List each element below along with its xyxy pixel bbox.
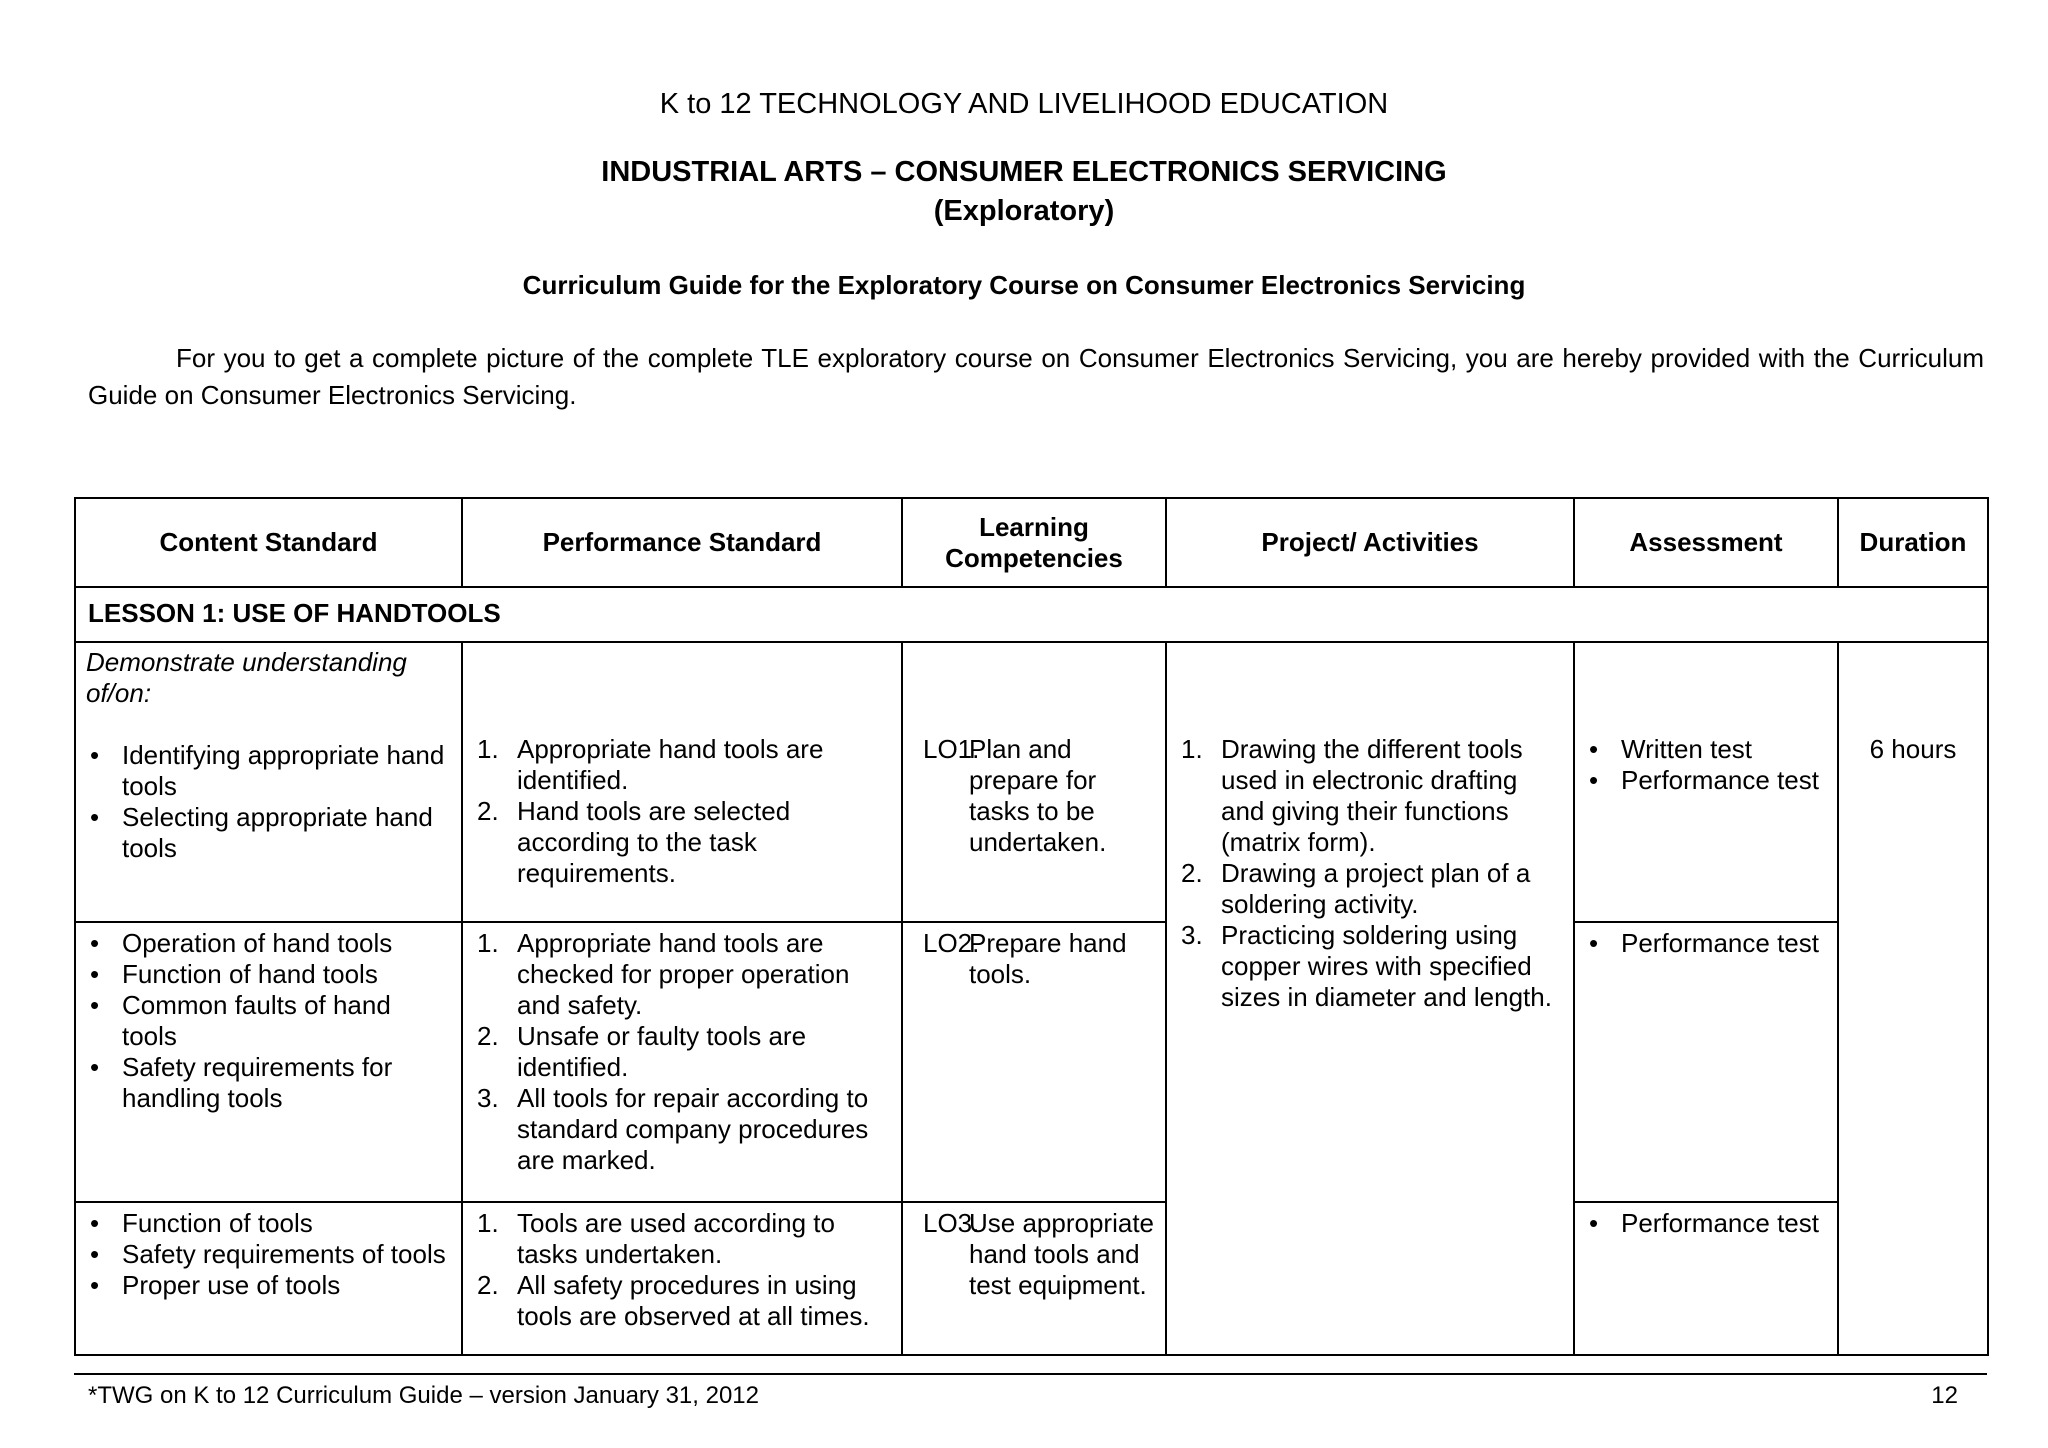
list-item <box>1177 734 1563 858</box>
assessment-cell <box>1574 1202 1838 1355</box>
intro-paragraph: For you to get a complete picture of the complete TLE exploratory course on Consumer Electronics Servicing, you are hereby provided with the Curriculum Guide on Consumer Electronics Servicing. <box>88 343 1984 410</box>
list-item: • Function of tools <box>86 1208 451 1239</box>
header-duration: Duration <box>1838 498 1988 587</box>
item-text: All tools for repair according to standard company procedures are marked. <box>517 1083 869 1175</box>
performance-list <box>473 734 891 889</box>
table-header-row <box>75 498 1988 587</box>
list-item: • Written test <box>1585 734 1827 765</box>
learning-outcome <box>913 734 1155 858</box>
footer-note: *TWG on K to 12 Curriculum Guide – version January 31, 2012 <box>88 1382 759 1409</box>
content-standard-cell <box>75 642 462 922</box>
learning-outcome <box>913 928 1155 990</box>
item-text: Hand tools are selected according to the task requirements. <box>517 796 791 888</box>
item-text: Practicing soldering using copper wires with specified sizes in diameter and length. <box>1221 920 1552 1012</box>
list-item <box>473 928 891 1021</box>
item-number: 1. <box>477 1208 499 1238</box>
item-text: Drawing a project plan of a soldering activity. <box>1221 858 1531 919</box>
lo-text: Prepare hand tools. <box>969 928 1127 989</box>
list-item <box>473 734 891 796</box>
lesson-title: LESSON 1: USE OF HANDTOOLS <box>75 587 1988 642</box>
content-list <box>86 740 451 864</box>
document-title: K to 12 TECHNOLOGY AND LIVELIHOOD EDUCATION <box>659 88 1389 120</box>
item-text: Drawing the different tools used in electronic drafting and giving their functions (matrix form). <box>1221 734 1523 857</box>
list-item: • Common faults of hand tools <box>86 990 451 1052</box>
header-learning-competencies <box>902 498 1166 587</box>
learning-competency-cell <box>902 1202 1166 1355</box>
item-number: 1. <box>477 734 499 764</box>
header-content-standard: Content Standard <box>75 498 462 587</box>
list-item: • Function of hand tools <box>86 959 451 990</box>
performance-standard-cell <box>462 642 902 922</box>
assessment-cell <box>1574 642 1838 922</box>
content-intro: Demonstrate understanding of/on: <box>86 647 407 708</box>
list-item: • Proper use of tools <box>86 1270 451 1301</box>
list-item <box>473 1083 891 1176</box>
table-row <box>75 642 1988 922</box>
list-item: • Selecting appropriate hand tools <box>86 802 451 864</box>
content-list <box>86 928 451 1114</box>
header-performance-standard: Performance Standard <box>462 498 902 587</box>
learning-outcome <box>913 1208 1155 1301</box>
item-text: Tools are used according to tasks undertaken. <box>517 1208 835 1269</box>
content-list <box>86 1208 451 1301</box>
item-number: 3. <box>1181 920 1203 950</box>
list-item <box>473 1021 891 1083</box>
lo-text: Use appropriate hand tools and test equipment. <box>969 1208 1154 1300</box>
performance-list <box>473 928 891 1176</box>
content-standard-cell <box>75 922 462 1202</box>
content-standard-cell <box>75 1202 462 1355</box>
course-title-line1: INDUSTRIAL ARTS – CONSUMER ELECTRONICS SERVICING <box>601 156 1447 188</box>
lesson-row <box>75 587 1988 642</box>
assessment-cell <box>1574 922 1838 1202</box>
header-lc-line2: Competencies <box>945 542 1123 573</box>
item-text: All safety procedures in using tools are observed at all times. <box>517 1270 870 1331</box>
item-number: 2. <box>477 1021 499 1051</box>
performance-standard-cell <box>462 922 902 1202</box>
footer-divider <box>74 1373 1987 1375</box>
table-row <box>75 1202 1988 1355</box>
list-item: • Operation of hand tools <box>86 928 451 959</box>
assessment-list <box>1585 734 1827 796</box>
lo-code: LO1. <box>923 734 980 764</box>
guide-title: Curriculum Guide for the Exploratory Course on Consumer Electronics Servicing <box>522 270 1526 300</box>
list-item <box>473 1270 891 1332</box>
activities-list <box>1177 734 1563 1013</box>
performance-standard-cell <box>462 1202 902 1355</box>
item-text: Appropriate hand tools are checked for proper operation and safety. <box>517 928 850 1020</box>
lo-text: Plan and prepare for tasks to be undertaken. <box>969 734 1107 857</box>
project-activities-cell <box>1166 642 1574 1355</box>
curriculum-table <box>74 497 1989 1356</box>
list-item <box>1177 920 1563 1013</box>
item-number: 2. <box>477 1270 499 1300</box>
table-row <box>75 922 1988 1202</box>
duration-cell: 6 hours <box>1838 642 1988 1355</box>
header-lc-line1: Learning <box>979 511 1089 542</box>
header-project-activities: Project/ Activities <box>1166 498 1574 587</box>
list-item <box>473 796 891 889</box>
list-item: • Performance test <box>1585 1208 1827 1239</box>
list-item: • Safety requirements of tools <box>86 1239 451 1270</box>
performance-list <box>473 1208 891 1332</box>
list-item <box>1177 858 1563 920</box>
learning-competency-cell <box>902 642 1166 922</box>
list-item: • Performance test <box>1585 765 1827 796</box>
item-number: 2. <box>477 796 499 826</box>
course-title <box>0 153 2048 231</box>
assessment-list <box>1585 1208 1827 1239</box>
item-number: 3. <box>477 1083 499 1113</box>
item-text: Appropriate hand tools are identified. <box>517 734 824 795</box>
item-number: 2. <box>1181 858 1203 888</box>
list-item: • Safety requirements for handling tools <box>86 1052 451 1114</box>
item-number: 1. <box>1181 734 1203 764</box>
lo-code: LO3. <box>923 1208 980 1238</box>
item-number: 1. <box>477 928 499 958</box>
course-title-line2: (Exploratory) <box>933 195 1115 227</box>
header-assessment: Assessment <box>1574 498 1838 587</box>
list-item <box>473 1208 891 1270</box>
learning-competency-cell <box>902 922 1166 1202</box>
assessment-list <box>1585 928 1827 959</box>
lo-code: LO2. <box>923 928 980 958</box>
item-text: Unsafe or faulty tools are identified. <box>517 1021 807 1082</box>
page-number: 12 <box>1931 1382 1958 1409</box>
list-item: • Performance test <box>1585 928 1827 959</box>
list-item: • Identifying appropriate hand tools <box>86 740 451 802</box>
